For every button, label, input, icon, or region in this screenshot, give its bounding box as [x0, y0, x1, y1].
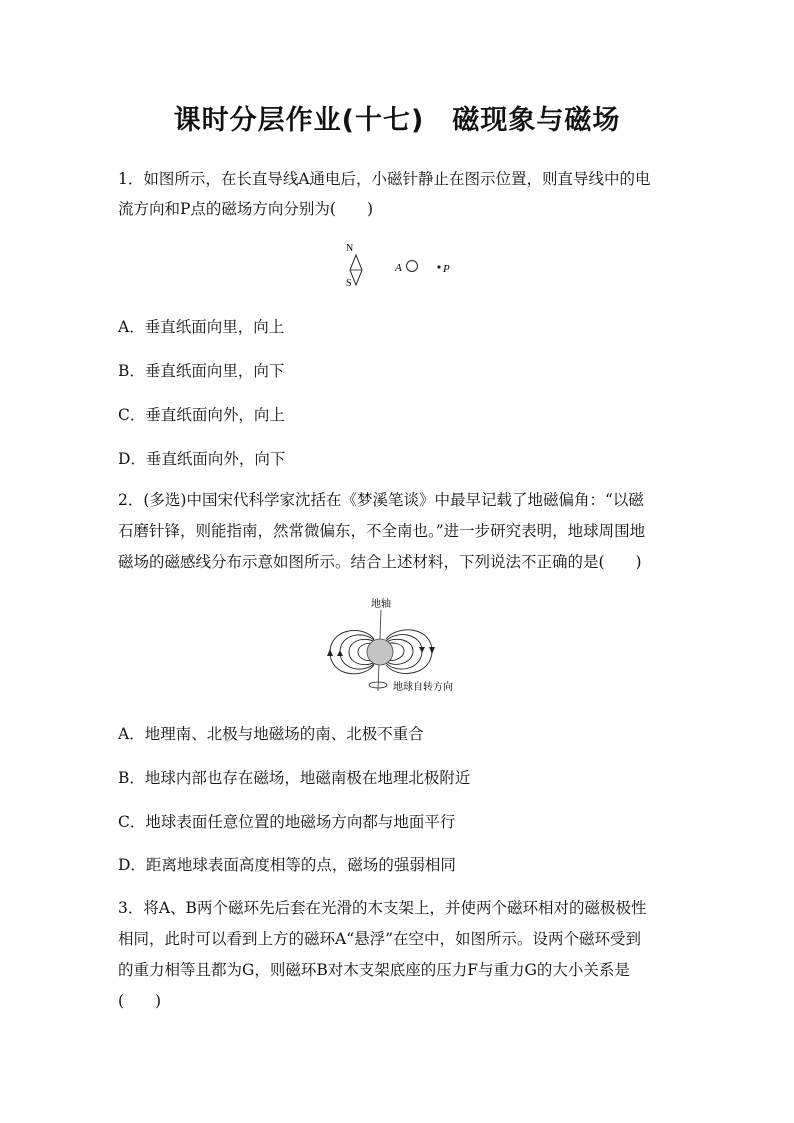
q2-option-c: C．地球表面任意位置的地磁场方向都与地面平行 — [118, 813, 456, 831]
q1-figure — [340, 238, 460, 290]
compass-s-label: S — [346, 278, 352, 289]
earth-axis-label: 地轴 — [371, 599, 391, 610]
q2-earth-field-figure — [322, 594, 472, 698]
wire-a-circle — [407, 261, 418, 272]
q2-option-b: B．地球内部也存在磁场，地磁南极在地理北极附近 — [118, 769, 471, 787]
q3-line-4: ( ) — [118, 992, 162, 1010]
rotation-label: 地球自转方向 — [393, 682, 453, 693]
earth-sphere — [367, 639, 393, 665]
q2-line-1: 2．(多选)中国宋代科学家沈括在《梦溪笔谈》中最早记载了地磁偏角：“以磁 — [118, 491, 644, 509]
point-p-dot — [437, 265, 440, 268]
q3-line-1: 3．将A、B两个磁环先后套在光滑的木支架上，并使两个磁环相对的磁极极性 — [118, 899, 647, 917]
q2-line-3: 磁场的磁感线分布示意如图所示。结合上述材料，下列说法不正确的是( ) — [118, 553, 642, 571]
q3-line-2: 相同，此时可以看到上方的磁环A“悬浮”在空中，如图所示。设两个磁环受到 — [118, 930, 642, 948]
q2-option-d: D．距离地球表面高度相等的点，磁场的强弱相同 — [118, 856, 456, 874]
q1-line-1: 1．如图所示，在长直导线A通电后，小磁针静止在图示位置，则直导线中的电 — [118, 170, 651, 188]
q3-line-3: 的重力相等且都为G，则磁环B对木支架底座的压力F与重力G的大小关系是 — [118, 961, 630, 979]
q1-option-d: D．垂直纸面向外，向下 — [118, 450, 286, 468]
q2-option-a: A．地理南、北极与地磁场的南、北极不重合 — [118, 725, 424, 743]
compass-n-label: N — [346, 243, 354, 254]
q1-line-2: 流方向和P点的磁场方向分别为( ) — [118, 200, 374, 218]
point-p-label: P — [443, 263, 450, 275]
q1-option-c: C．垂直纸面向外，向上 — [118, 406, 285, 424]
page-title: 课时分层作业(十七) 磁现象与磁场 — [173, 105, 621, 136]
q2-line-2: 石磨针锋，则能指南，然常微偏东，不全南也。”进一步研究表明，地球周围地 — [118, 522, 646, 540]
wire-a-label: A — [395, 262, 402, 274]
q1-option-a: A．垂直纸面向里，向上 — [118, 318, 285, 336]
q1-option-b: B．垂直纸面向里，向下 — [118, 362, 285, 380]
